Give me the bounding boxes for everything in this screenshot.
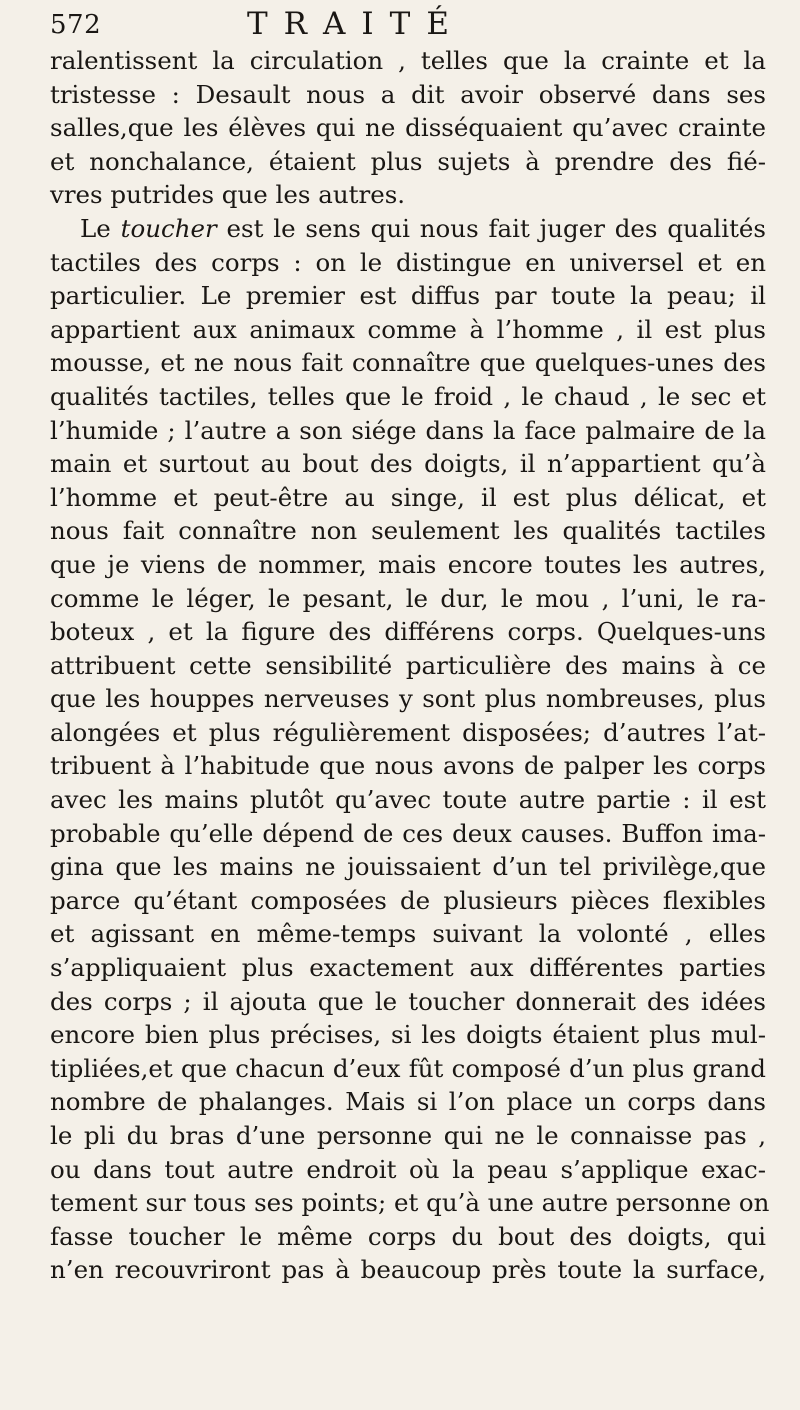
- text-line: et agissant en même-temps suivant la volonté , elles: [50, 919, 766, 949]
- text-line: le pli du bras d’une personne qui ne le connaisse pas ,: [50, 1121, 766, 1150]
- text-line: tristesse : Desault nous a dit avoir observé dans ses: [50, 79, 766, 109]
- text-line: qualités tactiles, telles que le froid , le chaud , le sec et: [50, 381, 766, 411]
- text-line: et nonchalance, étaient plus sujets à prendre des fié-: [50, 146, 766, 176]
- text-line: encore bien plus précises, si les doigts étaient plus mul-: [50, 1020, 766, 1050]
- text-line: gina que les mains ne jouissaient d’un tel privilège,que: [50, 852, 766, 882]
- text-line: nombre de phalanges. Mais si l’on place un corps dans: [50, 1087, 766, 1117]
- text-line: avec les mains plutôt qu’avec toute autre partie : il est: [50, 785, 766, 815]
- text-fragment: Le: [80, 213, 121, 243]
- text-line: attribuent cette sensibilité particulière des mains à ce: [50, 650, 766, 680]
- text-line: tement sur tous ses points; et qu’à une autre personne on: [50, 1188, 770, 1218]
- text-line: vres putrides que les autres.: [50, 180, 406, 210]
- text-line: l’homme et peut-être au singe, il est plus délicat, et: [50, 482, 766, 512]
- italic-term: toucher: [120, 213, 217, 243]
- text-line: que les houppes nerveuses y sont plus nombreuses, plus: [50, 684, 766, 714]
- text-line: n’en recouvriront pas à beaucoup près toute la surface,: [50, 1255, 766, 1285]
- text-line: parce qu’étant composées de plusieurs pièces flexibles: [50, 885, 766, 915]
- text-line: tactiles des corps : on le distingue en universel et en: [50, 247, 766, 277]
- text-line: ou dans tout autre endroit où la peau s’applique exac-: [50, 1154, 766, 1184]
- running-title: TRAITÉ: [247, 6, 465, 42]
- text-fragment: est le sens qui nous fait juger des qualités: [216, 213, 766, 243]
- text-line: s’appliquaient plus exactement aux différentes parties: [50, 953, 766, 983]
- text-line-first: [50, 212, 766, 246]
- text-line: des corps ; il ajouta que le toucher donnerait des idées: [50, 986, 766, 1016]
- text-line: tipliées,et que chacun d’eux fût composé d’un plus grand: [50, 1053, 766, 1083]
- text-line: mousse, et ne nous fait connaître que quelques-unes des: [50, 348, 766, 378]
- text-line: ralentissent la circulation , telles que la crainte et la: [50, 46, 766, 75]
- text-line: particulier. Le premier est diffus par toute la peau; il: [50, 281, 766, 311]
- paragraph-2: [50, 212, 770, 1287]
- text-line: salles,que les élèves qui ne disséquaient qu’avec crainte: [50, 113, 766, 143]
- text-line: main et surtout au bout des doigts, il n’appartient qu’à: [50, 449, 766, 479]
- text-line: tribuent à l’habitude que nous avons de palper les corps: [50, 751, 766, 781]
- text-line: alongées et plus régulièrement disposées; d’autres l’at-: [50, 717, 766, 747]
- text-line: comme le léger, le pesant, le dur, le mou , l’uni, le ra-: [50, 583, 766, 613]
- text-line: appartient aux animaux comme à l’homme , il est plus: [50, 314, 766, 344]
- text-line: fasse toucher le même corps du bout des doigts, qui: [50, 1221, 766, 1251]
- text-line: nous fait connaître non seulement les qualités tactiles: [50, 516, 766, 546]
- running-head: [50, 6, 766, 44]
- text-line: que je viens de nommer, mais encore toutes les autres,: [50, 549, 766, 579]
- body-text: [50, 44, 770, 1287]
- paragraph-1: [50, 44, 766, 212]
- text-line: l’humide ; l’autre a son siége dans la face palmaire de la: [50, 415, 766, 445]
- page-number: 572: [50, 10, 102, 40]
- text-line: probable qu’elle dépend de ces deux causes. Buffon ima-: [50, 818, 766, 848]
- text-line: boteux , et la figure des différens corps. Quelques-uns: [50, 617, 766, 647]
